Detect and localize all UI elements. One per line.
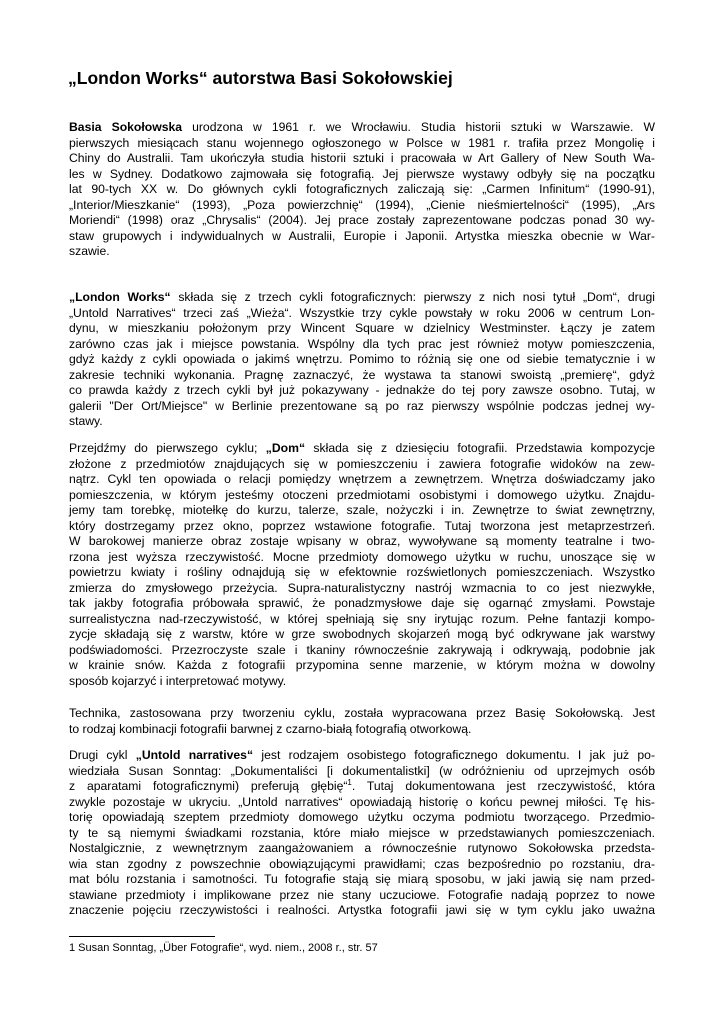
text-line: Moriendi“ (1998) oraz „Chrysalis“ (2004). Jej prace zostały zaprezentowane podczas ponad 30 wy- (69, 213, 655, 227)
cycle-name-dom: „Dom“ (265, 441, 306, 455)
paragraph-dom-cycle (69, 441, 655, 689)
text-line: Drugi cykl „Untold narratives“ jest rodzajem osobistego fotograficznego dokumentu. I jak już po- (69, 748, 655, 762)
text-line: to rodzaj kombinacji fotografii barwnej z czarno-białą fotografią otworkową. (69, 721, 472, 736)
text-line: W barokowej manierze obraz zostaje wpisany w obraz, wywoływane są momenty teatralne i two- (69, 534, 655, 548)
text-line: galerii "Der Ort/Miejsce" w Berlinie prezentowane są po raz pierwszy wspólnie podczas jednej wy- (69, 398, 655, 413)
text-line: „Interior/Mieszkanie“ (1993), „Poza powierzchnię“ (1994), „Cienie nieśmiertelności“ (1995), „Ars (69, 197, 655, 212)
text-line: wia stan zgodny z powszechnie obowiązującymi prawidłami; czas bezpośrednio po rozstaniu, dra- (69, 856, 655, 871)
artist-name: Basia Sokołowska (69, 120, 183, 134)
text-line: Chiny do Australii. Tam ukończyła studia historii sztuki i pracowała w Art Gallery of New South Wa- (69, 151, 655, 165)
footnote: 1 Susan Sonntag, „Über Fotografie“, wyd. niem., 2008 r., str. 57 (69, 942, 378, 954)
text-line: zycje składają się z warstw, które w grze swobodnych skojarzeń mogą być odkrywane jak warstwy (69, 627, 655, 641)
text-line: jemy tam torebkę, miotełkę do kurzu, talerze, szale, nożyczki i in. Zewnętrze to świat zewnętrzny, (69, 503, 655, 517)
text-line: zmierza do zmysłowego przeżycia. Supra-naturalistyczny nastrój wzmacnia to co jest niezwykłe, (69, 580, 655, 595)
paragraph-technique (69, 706, 655, 737)
text-line: z aparatami fotograficznymi) preferują głębię“$^1$. Tutaj dokumentowana jest rzeczywistość, która (69, 777, 655, 793)
text-line: Technika, zastosowana przy tworzeniu cyklu, została wypracowana przez Basię Sokołowską. Jest (69, 706, 655, 720)
text-line: ty te są niemymi świadkami rozstania, które miało miejsce w przedstawianych pomieszczeniach. (69, 825, 655, 840)
text-line: „London Works“ składa się z trzech cykli fotograficznych: pierwszy z nich nosi tytuł „Dom“, drugi (69, 290, 655, 304)
text-line: złożone z przedmiotów znajdujących się w pomieszczeniu i zawiera fotografie widoków na zew- (69, 456, 655, 471)
text-line: stawiane przedmioty i implikowane przez nie stany uczuciowe. Fotografie nadają poprzez to nowe (69, 887, 655, 902)
footnote-reference[interactable]: 1 (347, 777, 352, 787)
text-line: Przejdźmy do pierwszego cyklu; „Dom“ składa się z dziesięciu fotografii. Przedstawia kompozycje (69, 441, 655, 455)
text-line: powietrzu kwiaty i rośliny odnajdują się w efektownie rozświetlonych pomieszczeniach. Wszystko (69, 565, 655, 579)
text-line: podświadomości. Przezroczyste szale i tkaniny równocześnie zakrywają i odkrywają, podobnie jak (69, 642, 655, 657)
text-line: zarówno czas jak i miejsce powstania. Wspólny dla tych prac jest również motyw pomieszczenia, (69, 336, 655, 351)
text-line: sposób kojarzyć i interpretować motywy. (69, 673, 287, 688)
text-line: w krainie snów. Każda z fotografii przypomina senne marzenie, w którym można w dowolny (69, 658, 655, 672)
text-line: torię opowiadają szeptem przedmioty domowego użytku oczyma podmiotu tworzącego. Przedmio- (69, 810, 655, 824)
text-line: Basia Sokołowska urodzona w 1961 r. we Wrocławiu. Studia historii sztuki w Warszawie. W (69, 120, 655, 134)
text-line: wiedziała Susan Sonntag: „Dokumentaliści [i dokumentalistki] (w odróżnieniu od uprzejmych osób (69, 763, 655, 778)
text-line: lat 90-tych XX w. Do głównych cykli fotograficznych zaliczają się: „Carmen Infinitum“ (1990-91), (69, 182, 655, 196)
text-line: tak jakby fotografia próbowała sprawić, że ponadzmysłowe daje się ogarnąć zmysłami. Powstaje (69, 596, 655, 610)
text-line: nątrz. Cykl ten opowiada o relacji pomiędzy wnętrzem a zewnętrzem. Wnętrza doświadczamy jako (69, 472, 655, 486)
text-line: znaczenie pojęciu rzeczywistości i realności. Artystka fotografii jawi się w tym cyklu jako uważna (69, 903, 655, 917)
text-line: rzona jest wyższa rzeczywistość. Mocne przedmioty domowego użytku w ruchu, unoszące się w (69, 549, 655, 564)
text-line: stawy. (69, 414, 103, 428)
text-line: zakresie techniki wykonania. Pragnę zaznaczyć, że wystawa ta stanowi swoistą „premierę“, gdyż (69, 367, 655, 382)
text-line: pierwszych miesiącach stanu wojennego ogłoszonego w Polsce w 1981 r. trafiła przez Mongolię i (69, 135, 655, 150)
text-line: gdyż każdy z cykli opowiada o jakimś wnętrzu. Pomimo to różnią się one od siebie tematycznie i w (69, 352, 655, 366)
text-line: zwykle pozostaje w ukryciu. „Untold narratives“ opowiadają historię o końcu pewnej miłości. Tę his- (69, 794, 655, 809)
document-title: „London Works“ autorstwa Basi Sokołowskiej (68, 68, 453, 88)
text-line: dynu, w mieszkaniu położonym przy Wincent Square w dzielnicy Westminster. Łączy je zatem (69, 321, 655, 335)
paragraph-london-works (69, 290, 655, 430)
footnote-separator (69, 936, 215, 937)
text-line: Nostalgicznie, z wewnętrznym zaangażowaniem a równocześnie rutynowo Sokołowska przedsta- (69, 841, 655, 855)
paragraph-biography (69, 120, 655, 260)
cycle-name-untold-narratives: „Untold narratives“ (135, 748, 254, 762)
text-line: szawie. (69, 244, 110, 258)
text-line: „Untold Narratives“ trzeci zaś „Wieża“. Wszystkie trzy cykle powstały w roku 2006 w centrum Lon- (69, 305, 655, 320)
paragraph-untold-narratives (69, 748, 655, 919)
text-line: mat bólu rozstania i samotności. Tu fotografie stają się miarą sposobu, w jaki jawią się nam przed- (69, 872, 655, 886)
text-line: co prawda każdy z trzech cykli był już pokazywany - jednakże do tej pory zawsze osobno. Tutaj, w (69, 383, 655, 397)
text-line: staw grupowych i indywidualnych w Australii, Europie i Japonii. Artystka mieszka obecnie w War- (69, 228, 655, 243)
text-line: les w Sydney. Dodatkowo zajmowała się fotografią. Jej pierwsze wystawy odbyły się na początku (69, 166, 655, 181)
text-line: surrealistyczna nad-rzeczywistość, w której spełniają się sny irytując rozum. Pełne fantazji kompo- (69, 611, 655, 626)
text-line: który dostrzegamy przez okno, poprzez wstawione fotografie. Tutaj tworzona jest metaprzestrzeń. (69, 518, 655, 533)
text-line: pomieszczenia, w którym jesteśmy otoczeni przedmiotami osobistymi i domowego użytku. Znajdu- (69, 487, 655, 502)
exhibition-name: „London Works“ (69, 290, 171, 304)
